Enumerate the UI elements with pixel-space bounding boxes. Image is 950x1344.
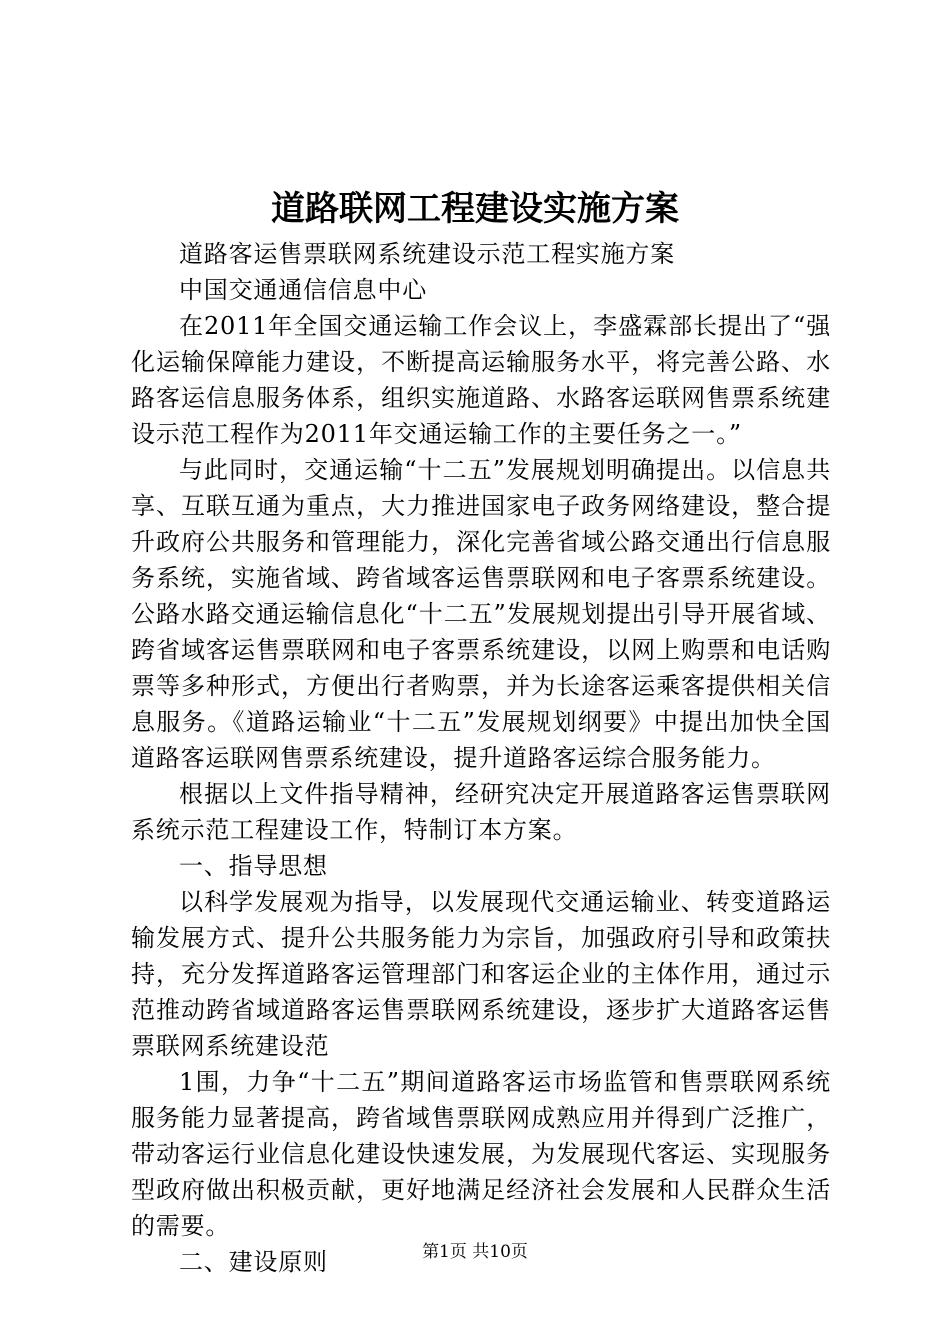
paragraph-planning: 与此同时，交通运输“十二五”发展规划明确提出。以信息共享、互联互通为重点，大力推进国家电子政务网络建设，整合提升政府公共服务和管理能力，深化完善省域公路交通出行信息服务系统，实施省域、跨省域客运售票联网和电子客票系统建设。公路水路交通运输信息化“十二五”发展规划提出引导开展省域、跨省域客运售票联网和电子客票系统建设，以网上购票和电话购票等多种形式，方便出行者购票，并为长途客运乘客提供相关信息服务。《道路运输业“十二五”发展规划纲要》中提出加快全国道路客运联网售票系统建设，提升道路客运综合服务能力。 [131, 456, 831, 772]
paragraph-author: 中国交通通信信息中心 [179, 276, 427, 304]
document-body [131, 236, 831, 1280]
page-footer: 第1页 共10页 [422, 1242, 528, 1262]
paragraph-meeting: 在2011年全国交通运输工作会议上，李盛霖部长提出了“强化运输保障能力建设，不断提高运输服务水平，将完善公路、水路客运信息服务体系，组织实施道路、水路客运联网售票系统建设示范工程作为2011年交通运输工作的主要任务之一。” [131, 312, 831, 448]
paragraph-subtitle: 道路客运售票联网系统建设示范工程实施方案 [179, 240, 675, 268]
paragraph-decision: 根据以上文件指导精神，经研究决定开展道路客运售票联网系统示范工程建设工作，特制订本方案。 [131, 780, 831, 844]
paragraph-goals: 1围，力争“十二五”期间道路客运市场监管和售票联网系统服务能力显著提高，跨省域售票联网成熟应用并得到广泛推广，带动客运行业信息化建设快速发展，为发展现代客运、实现服务型政府做出积极贡献，更好地满足经济社会发展和人民群众生活的需要。 [131, 1068, 831, 1240]
section-heading-guiding-ideology: 一、指导思想 [179, 852, 328, 880]
document-title: 道路联网工程建设实施方案 [271, 189, 679, 229]
section-heading-principles: 二、建设原则 [179, 1248, 328, 1276]
paragraph-guiding-ideology: 以科学发展观为指导，以发展现代交通运输业、转变道路运输发展方式、提升公共服务能力为宗旨，加强政府引导和政策扶持，充分发挥道路客运管理部门和客运企业的主体作用，通过示范推动跨省域道路客运售票联网系统建设，逐步扩大道路客运售票联网系统建设范 [131, 888, 831, 1060]
